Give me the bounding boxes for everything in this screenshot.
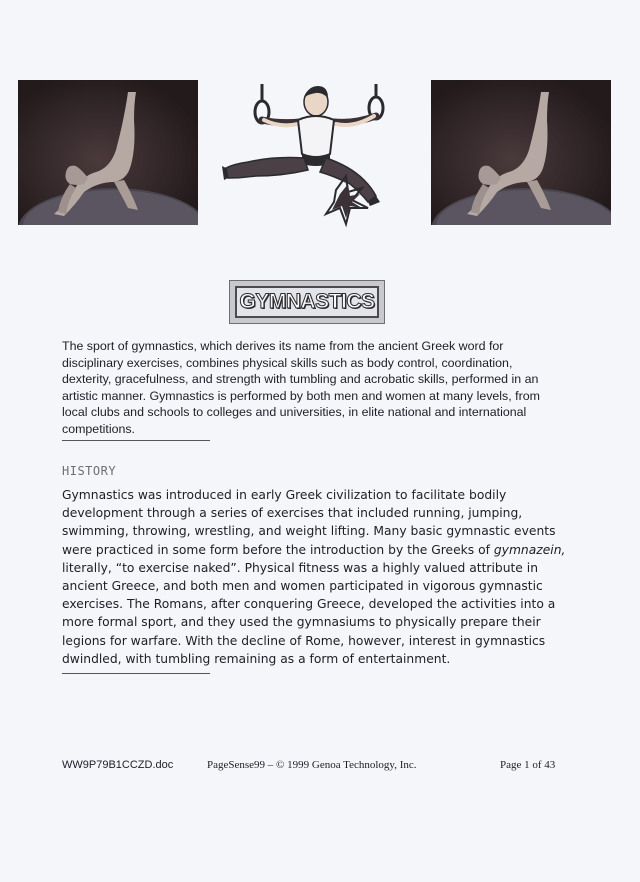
intro-paragraph: The sport of gymnastics, which derives its name from the ancient Greek word for disciplinary exercises, combines physical skills such as body control, coordination, dexterity, gracefulness, and strength with tumbling and acrobatic skills, performed in an artistic manner. Gymnastics is performed by both men and women at many levels, from local clubs and schools to colleges and universities, in elite national and international competitions. bbox=[62, 339, 540, 436]
footer-copyright: PageSense99 – © 1999 Genoa Technology, Inc. bbox=[207, 759, 417, 771]
title-frame bbox=[235, 286, 379, 318]
gymnast-photo-right bbox=[431, 80, 611, 225]
section-divider bbox=[62, 440, 210, 441]
history-paragraph bbox=[62, 486, 582, 668]
history-text-part-1: Gymnastics was introduced in early Greek civilization to facilitate bodily development through a series of exercises that included running, jumping, swimming, throwing, wrestling, and weight lifting. Many basic gymnastic events were practiced in some form before the introduction by the Greeks of bbox=[62, 488, 556, 557]
footer-page-number: Page 1 of 43 bbox=[500, 759, 556, 771]
gymnast-backbend-image bbox=[431, 80, 611, 225]
history-text-part-2: literally, “to exercise naked”. Physical fitness was a highly valued attribute in ancient Greece, and both men and women participated in vigorous gymnastic exercises. The Romans, after conquering Greece, developed the activities into a more formal sport, and they used the gymnasiums to physically prepare their legions for warfare. With the decline of Rome, however, interest in gymnastics dwindled, with tumbling remaining as a form of entertainment. bbox=[62, 560, 556, 666]
gymnast-photo-left bbox=[18, 80, 198, 225]
page-title: GYMNASTICS bbox=[239, 290, 375, 313]
history-italic-term: gymnazein, bbox=[493, 542, 566, 557]
gymnast-backbend-image bbox=[18, 80, 198, 225]
history-heading: HISTORY bbox=[62, 464, 117, 478]
footer-filename: WW9P79B1CCZD.doc bbox=[62, 759, 174, 771]
title-banner bbox=[229, 280, 385, 324]
rings-gymnast-clipart bbox=[222, 84, 392, 229]
section-divider bbox=[62, 673, 210, 674]
